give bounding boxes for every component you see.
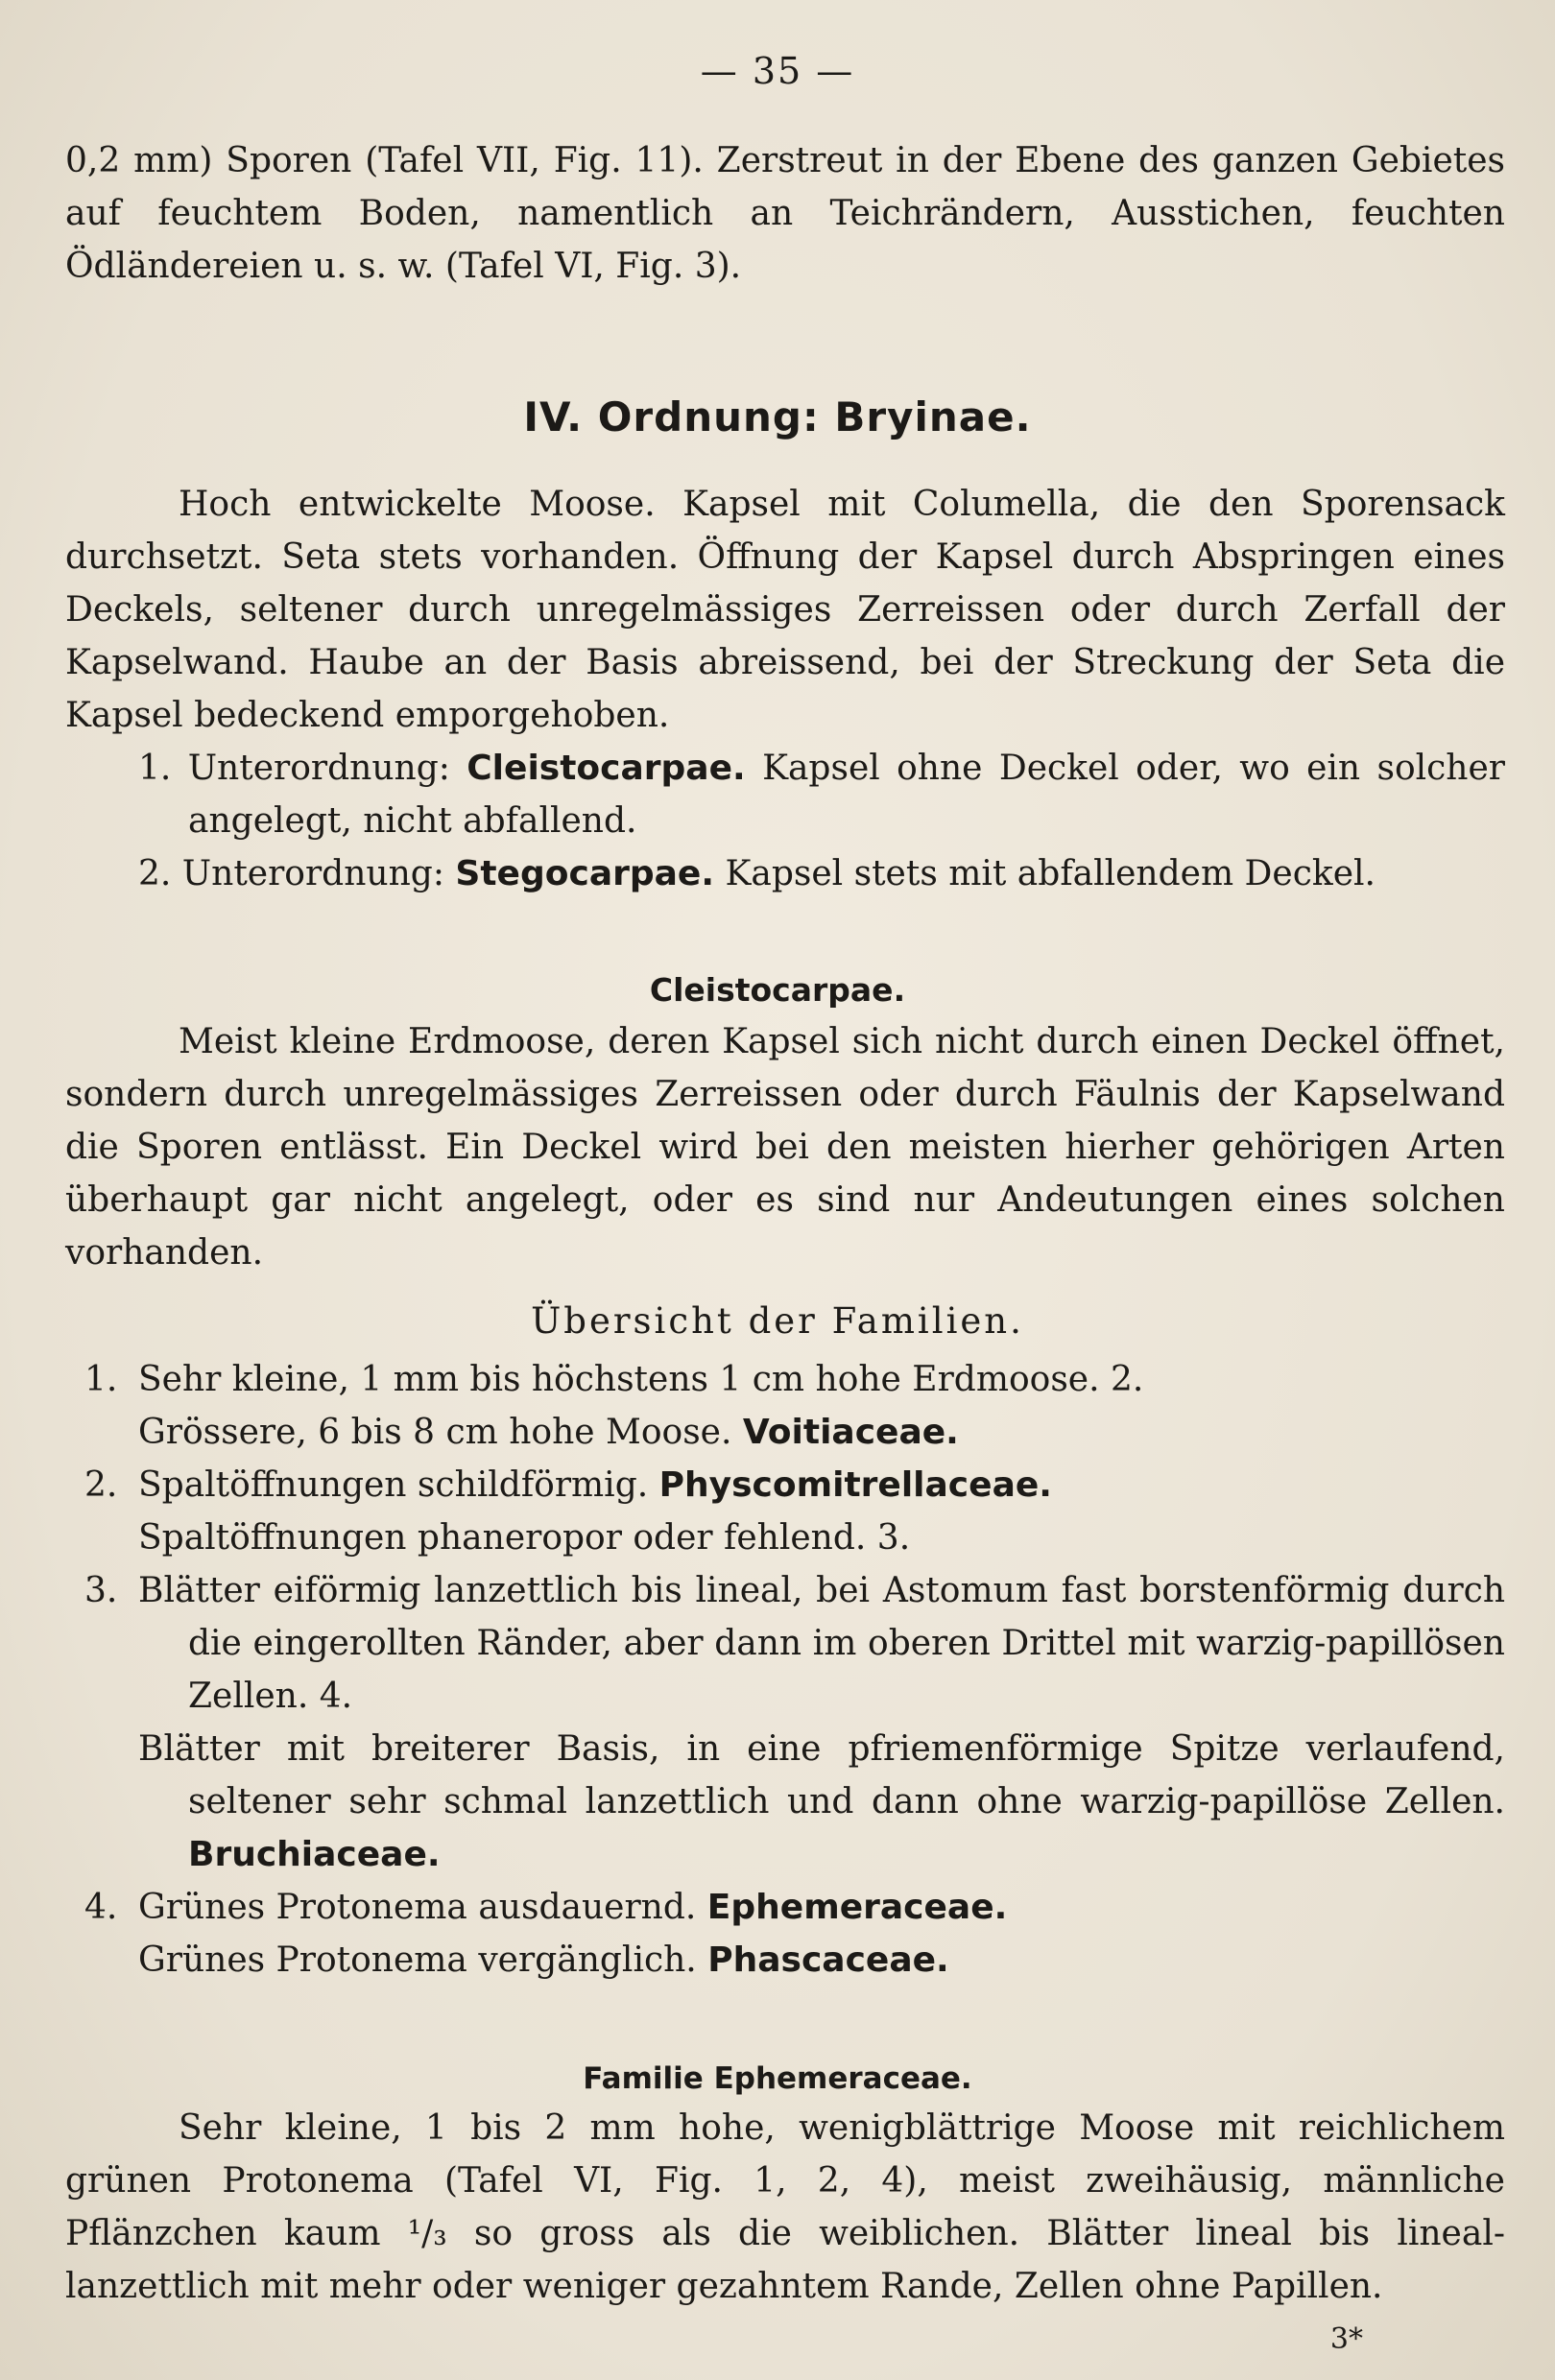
key-item-4b (65, 1934, 1505, 1987)
key-text-2b: Spaltöffnungen phaneropor oder fehlend. 3. (138, 1518, 911, 1558)
key-text-3b: Blätter mit breiterer Basis, in eine pfriemenförmige Spitze verlaufend, seltener sehr schmal lanzettlich und dann ohne warzig-papillöse Zellen. (138, 1729, 1505, 1821)
cleistocarpae-heading: Cleistocarpae. (649, 971, 906, 1009)
suborder-2-text: Kapsel stets mit abfallendem Deckel. (714, 854, 1376, 893)
intro-paragraph: 0,2 mm) Sporen (Tafel VII, Fig. 11). Zerstreut in der Ebene des ganzen Gebietes auf feuchtem Boden, namentlich an Teichrändern, Ausstichen, feuchten Ödländereien u. s. w. (Tafel VI, Fig. 3). (65, 141, 1505, 286)
suborder-2-prefix: 2. Unterordnung: (138, 854, 444, 893)
suborder-2 (65, 847, 1505, 900)
key-item-3b (65, 1723, 1505, 1881)
key-family-physcomitrellaceae: Physcomitrellaceae. (658, 1465, 1052, 1505)
key-item-1b (65, 1406, 1505, 1459)
order-heading: IV. Ordnung: Bryinae. (523, 393, 1032, 440)
cleistocarpae-description: Meist kleine Erdmoose, deren Kapsel sich nicht durch einen Deckel öffnet, sondern durch unregelmässiges Zerreissen oder durch Fäulnis der Kapselwand die Sporen entlässt. Ein Deckel wird bei den meisten hierher gehörigen Arten überhaupt gar nicht angelegt, oder es sind nur Andeutungen eines solchen vorhanden. (65, 1022, 1505, 1273)
key-item-3a (65, 1564, 1505, 1723)
key-text-4b: Grünes Protonema vergänglich. (138, 1940, 708, 1980)
key-text-2a: Spaltöffnungen schildförmig. (138, 1465, 659, 1505)
key-number-2: 2. (84, 1465, 118, 1505)
family-heading: Familie Ephemeraceae. (583, 2061, 972, 2096)
key-number-4: 4. (84, 1888, 118, 1927)
key-text-3a: Blätter eiförmig lanzettlich bis lineal, bei Astomum fast borstenförmig durch die eingerollten Ränder, aber dann im oberen Drittel mit warzig-papillösen Zellen. 4. (138, 1571, 1505, 1716)
overview-heading: Übersicht der Familien. (531, 1300, 1024, 1342)
key-item-2b (65, 1511, 1505, 1564)
intro-paragraph-block (65, 134, 1505, 293)
order-section (65, 478, 1505, 900)
key-item-2a (65, 1459, 1505, 1511)
key-item-1a (65, 1353, 1505, 1406)
key-family-voitiaceae: Voitiaceae. (742, 1413, 959, 1452)
key-family-bruchiaceae: Bruchiaceae. (188, 1835, 441, 1874)
key-text-1a: Sehr kleine, 1 mm bis höchstens 1 cm hohe Erdmoose. 2. (138, 1360, 1144, 1399)
signature-mark: 3* (1329, 2322, 1363, 2356)
order-description: Hoch entwickelte Moose. Kapsel mit Columella, die den Sporensack durchsetzt. Seta stets vorhanden. Öffnung der Kapsel durch Abspringen eines Deckels, seltener durch unregelmässiges Zerreissen oder durch Zerfall der Kapselwand. Haube an der Basis abreissend, bei der Streckung der Seta die Kapsel bedeckend emporgehoben. (65, 485, 1505, 735)
family-section (65, 2102, 1505, 2313)
suborder-1-name: Cleistocarpae. (466, 749, 746, 788)
page-number: — 35 — (700, 50, 855, 92)
key-number-1: 1. (84, 1360, 118, 1399)
suborder-1 (65, 742, 1505, 847)
key-item-4a (65, 1881, 1505, 1934)
suborder-2-name: Stegocarpae. (455, 854, 715, 893)
key-family-phascaceae: Phascaceae. (707, 1940, 949, 1980)
suborder-1-prefix: 1. Unterordnung: (138, 749, 450, 788)
cleistocarpae-section (65, 1015, 1505, 1279)
suborder-1-text: Kapsel ohne Deckel oder, wo ein solcher angelegt, nicht abfallend. (188, 749, 1505, 841)
family-description: Sehr kleine, 1 bis 2 mm hohe, wenigblättrige Moose mit reichlichem grünen Protonema (Tafel VI, Fig. 1, 2, 4), meist zweihäusig, männliche Pflänzchen kaum ¹/₃ so gross als die weiblichen. Blätter lineal bis lineal-lanzettlich mit mehr oder weniger gezahntem Rande, Zellen ohne Papillen. (65, 2108, 1505, 2306)
key-text-4a: Grünes Protonema ausdauernd. (138, 1888, 707, 1927)
key-text-1b: Grössere, 6 bis 8 cm hohe Moose. (138, 1413, 743, 1452)
key-number-3: 3. (84, 1571, 118, 1610)
family-key (65, 1353, 1505, 1987)
key-family-ephemeraceae: Ephemeraceae. (706, 1888, 1008, 1927)
